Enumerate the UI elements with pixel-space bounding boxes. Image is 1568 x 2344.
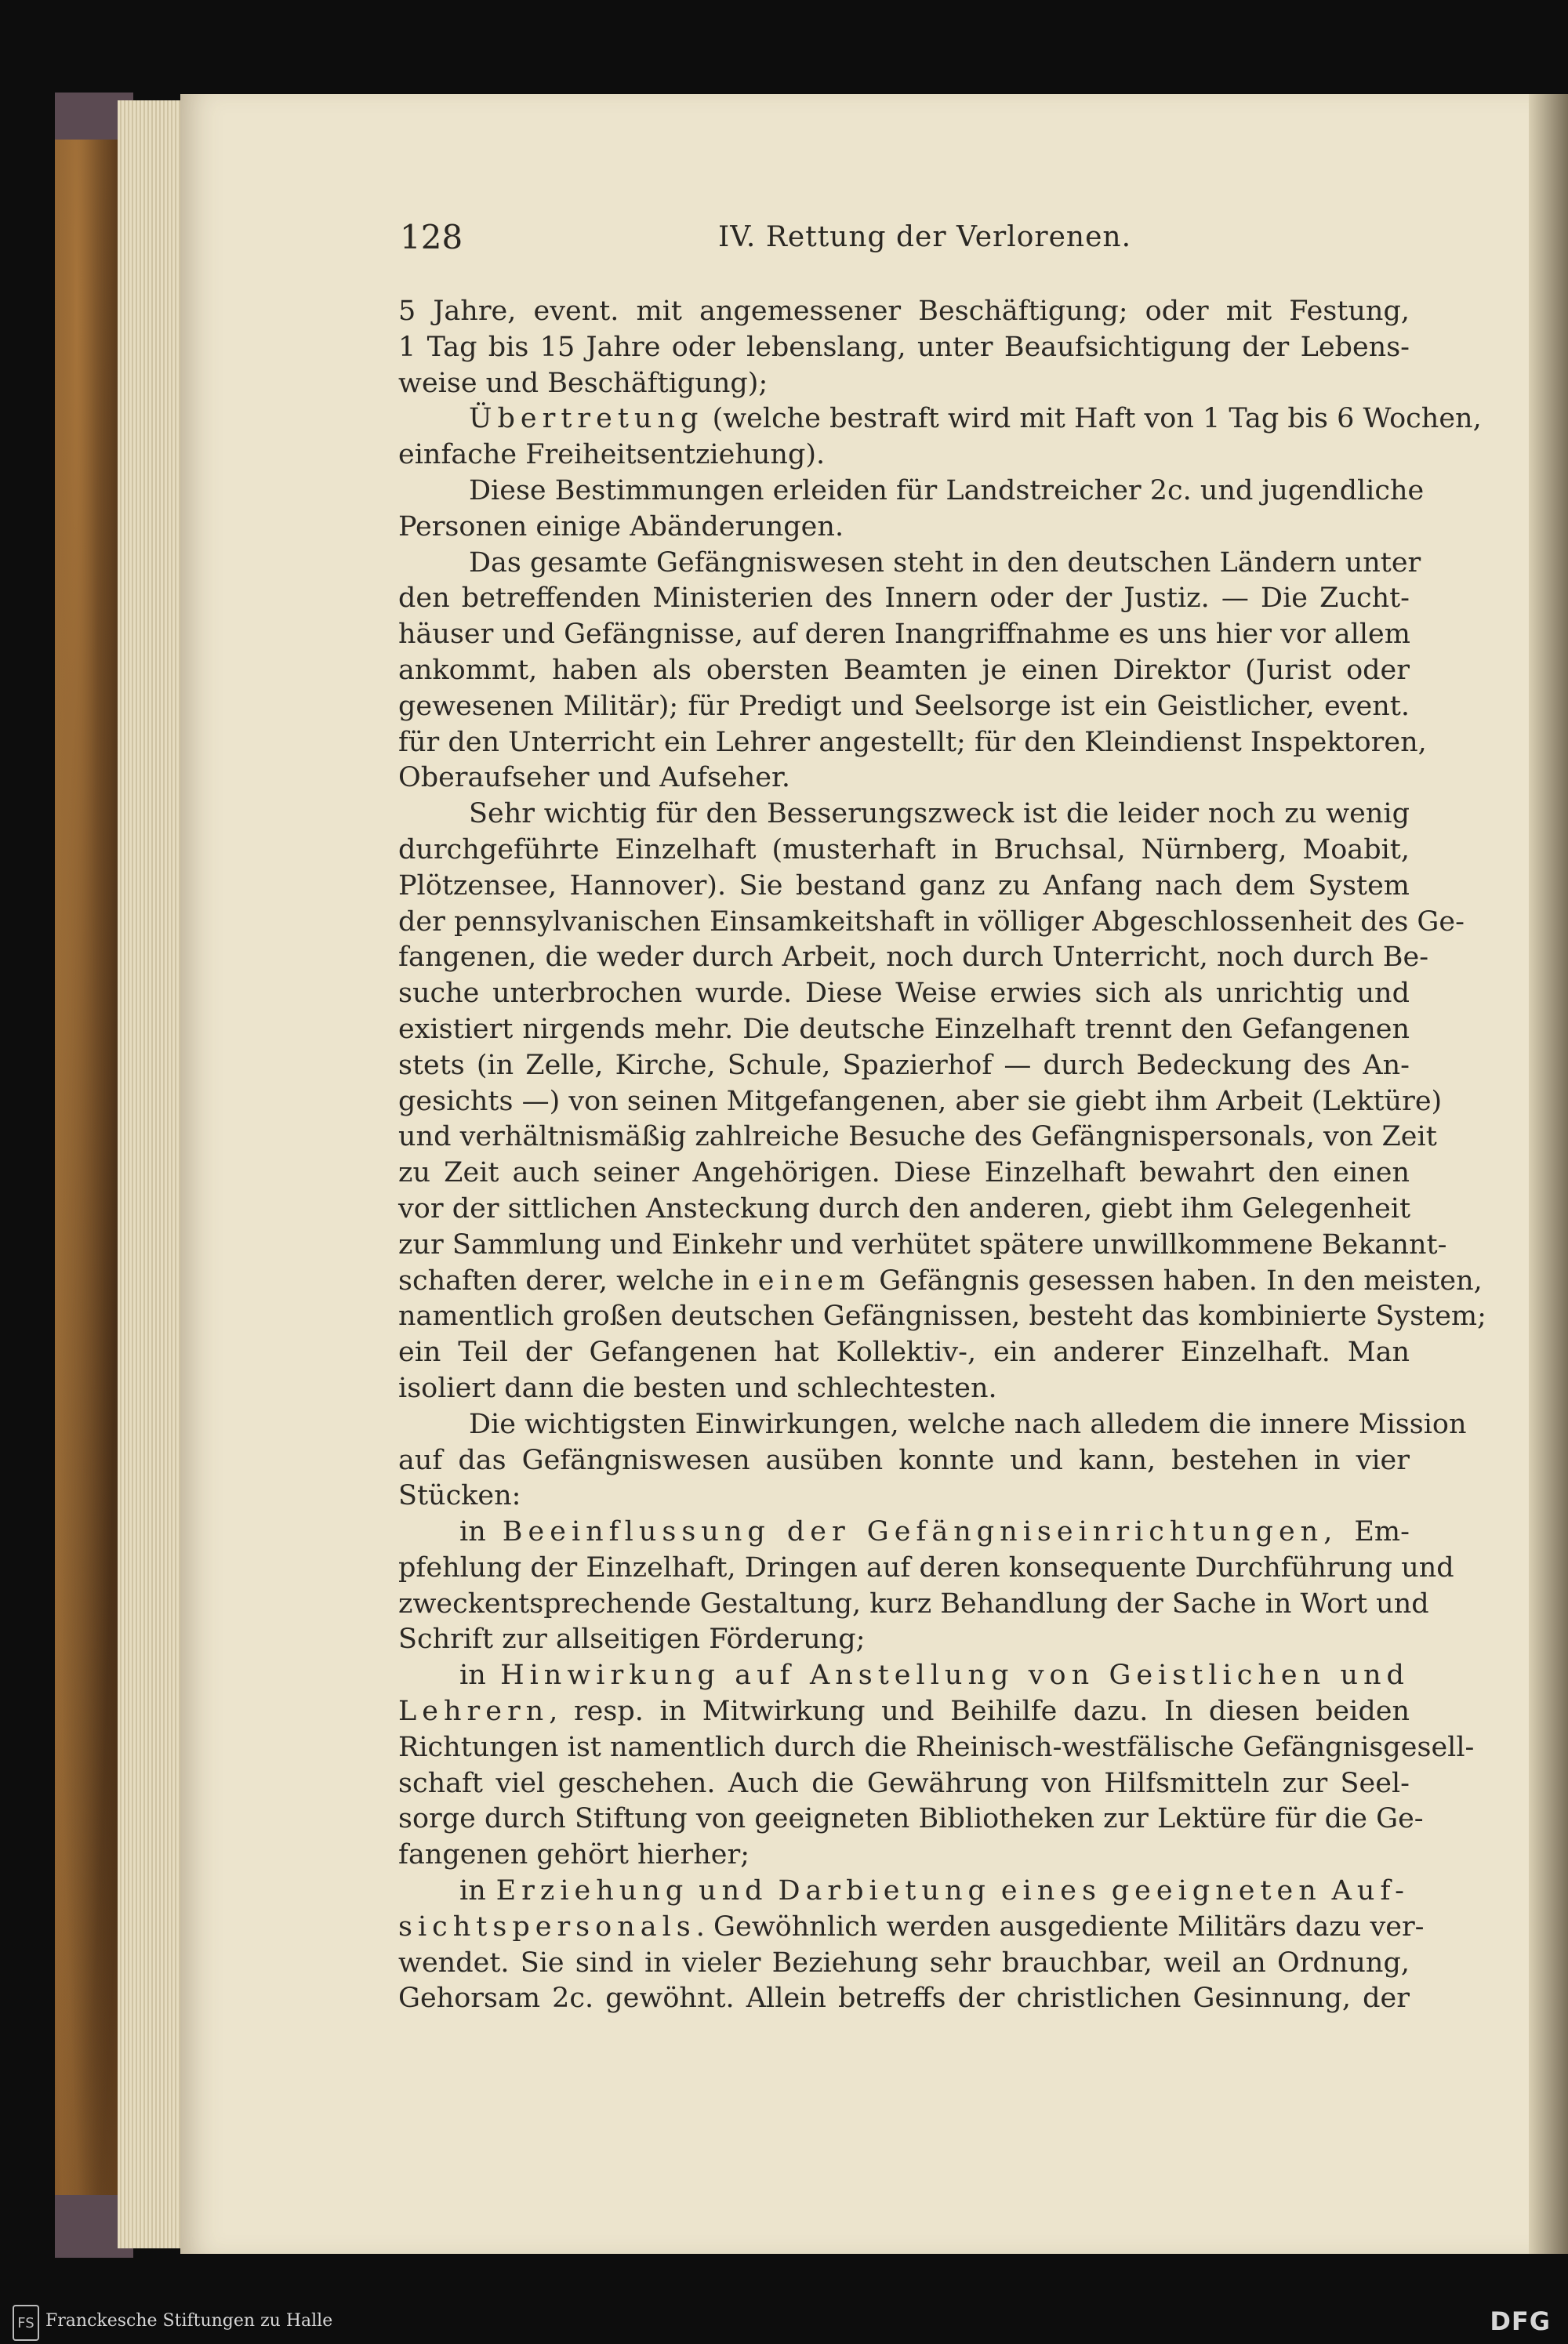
text-line: einfache Freiheitsentziehung). <box>398 439 826 471</box>
text-line <box>398 1874 1410 1910</box>
text-fragment: der <box>786 1516 851 1548</box>
text-fragment: . Gewöhnlich werden ausgediente Militärs dazu ver- <box>695 1910 1425 1943</box>
text-line: ankommt, haben als obersten Beamten je einen Direktor (Jurist oder <box>398 654 1410 686</box>
text-fragment: in <box>459 1516 486 1548</box>
facing-page-edge <box>1529 94 1568 2254</box>
text-line: zu Zeit auch seiner Angehörigen. Diese Einzelhaft bewahrt den einen <box>398 1157 1410 1189</box>
text-fragment: auf <box>735 1660 796 1692</box>
text-fragment: von <box>1028 1660 1095 1692</box>
text-line: gesichts —) von seinen Mitgefangenen, aber sie giebt ihm Arbeit (Lektüre) <box>398 1085 1443 1117</box>
text-line: Richtungen ist namentlich durch die Rheinisch-westfälische Gefängnisgesell- <box>398 1731 1475 1763</box>
emphasized-term: Hinwirkung <box>500 1660 720 1692</box>
text-line: namentlich großen deutschen Gefängnissen, besteht das kombinierte System; <box>398 1301 1486 1333</box>
text-line: und verhältnismäßig zahlreiche Besuche des Gefängnispersonals, von Zeit <box>398 1121 1437 1153</box>
text-line: für den Unterricht ein Lehrer angestellt; für den Kleindienst Inspektoren, <box>398 726 1427 758</box>
emphasized-term: sichtspersonals <box>398 1910 696 1943</box>
text-line: Personen einige Abänderungen. <box>398 510 844 542</box>
running-title: IV. Rettung der Verlorenen. <box>718 221 1132 253</box>
emphasized-term: einem <box>757 1265 871 1297</box>
text-line: durchgeführte Einzelhaft (musterhaft in Bruchsal, Nürnberg, Moabit, <box>398 833 1410 865</box>
text-line <box>398 1658 1410 1694</box>
text-line: fangenen gehört hierher; <box>398 1839 750 1871</box>
text-line: sorge durch Stiftung von geeigneten Bibliotheken zur Lektüre für die Ge- <box>398 1803 1424 1835</box>
text-fragment: in <box>459 1875 486 1907</box>
text-line: 1 Tag bis 15 Jahre oder lebenslang, unter Beaufsichtigung der Lebens- <box>398 331 1410 363</box>
text-line: Sehr wichtig für den Besserungszweck ist die leider noch zu wenig <box>469 798 1410 830</box>
page-number: 128 <box>400 218 463 256</box>
text-line: ein Teil der Gefangenen hat Kollektiv-, ein anderer Einzelhaft. Man <box>398 1337 1410 1369</box>
emphasized-term: Erziehung <box>495 1875 689 1907</box>
text-line: 5 Jahre, event. mit angemessener Beschäftigung; oder mit Festung, <box>398 296 1410 327</box>
institution-label: Franckesche Stiftungen zu Halle <box>45 2311 333 2331</box>
page-header <box>400 218 1407 265</box>
emphasized-term: Geistlichen <box>1109 1660 1327 1692</box>
text-line: Die wichtigsten Einwirkungen, welche nach alledem die innere Mission <box>469 1408 1467 1440</box>
text-line: Plötzensee, Hannover). Sie bestand ganz zu Anfang nach dem System <box>398 869 1410 902</box>
text-line: zweckentsprechende Gestaltung, kurz Behandlung der Sache in Wort und <box>398 1587 1429 1620</box>
text-line: Stücken: <box>398 1480 521 1512</box>
text-line: existiert nirgends mehr. Die deutsche Einzelhaft trennt den Gefangenen <box>398 1013 1410 1045</box>
text-fragment: Em- <box>1354 1516 1410 1548</box>
emphasized-term: Beeinflussung <box>502 1516 771 1548</box>
text-line: suche unterbrochen wurde. Diese Weise erwies sich als unrichtig und <box>398 978 1410 1010</box>
text-line <box>398 1694 1410 1730</box>
text-fragment: Gefängnis gesessen haben. In den meisten, <box>879 1265 1483 1297</box>
text-fragment: , resp. in Mitwirkung und Beihilfe dazu. In diesen beiden <box>549 1696 1410 1728</box>
emphasized-term: Lehrern <box>398 1696 550 1728</box>
text-fragment: eines <box>1000 1875 1102 1907</box>
text-line: schaft viel geschehen. Auch die Gewährung von Hilfsmitteln zur Seel- <box>398 1767 1410 1799</box>
text-line: Diese Bestimmungen erleiden für Landstreicher 2c. und jugendliche <box>469 474 1425 506</box>
text-line: der pennsylvanischen Einsamkeitshaft in völliger Abgeschlossenheit des Ge- <box>398 905 1465 938</box>
text-line: auf das Gefängniswesen ausüben konnte und kann, bestehen in vier <box>398 1444 1410 1476</box>
text-line: Schrift zur allseitigen Förderung; <box>398 1624 866 1656</box>
emphasized-term: Anstellung <box>809 1660 1014 1692</box>
text-line: fangenen, die weder durch Arbeit, noch durch Unterricht, noch durch Be- <box>398 942 1429 974</box>
page-edges <box>118 100 188 2248</box>
text-line: den betreffenden Ministerien des Innern oder der Justiz. — Die Zucht- <box>398 582 1410 615</box>
text-line: häuser und Gefängnisse, auf deren Inangriffnahme es uns hier vor allem <box>398 619 1410 651</box>
text-line: vor der sittlichen Ansteckung durch den anderen, giebt ihm Gelegenheit <box>398 1192 1411 1225</box>
text-line: Oberaufseher und Aufseher. <box>398 762 791 794</box>
emphasized-term: Darbietung <box>778 1875 991 1907</box>
emphasized-term: Gefängniseinrichtungen, <box>866 1516 1338 1548</box>
text-line <box>398 1910 1425 1946</box>
text-line: stets (in Zelle, Kirche, Schule, Spazierhof — durch Bedeckung des An- <box>398 1049 1410 1081</box>
dfg-logo: DFG <box>1490 2306 1551 2336</box>
text-line: isoliert dann die besten und schlechtesten. <box>398 1372 997 1404</box>
footer-bar <box>0 2299 1568 2344</box>
text-fragment: und <box>699 1875 768 1907</box>
text-fragment: Auf- <box>1331 1875 1410 1907</box>
text-line: zur Sammlung und Einkehr und verhütet spätere unwillkommene Bekannt- <box>398 1228 1447 1261</box>
marbled-book-cover <box>55 93 127 2256</box>
text-line: pfehlung der Einzelhaft, Dringen auf deren konsequente Durchführung und <box>398 1551 1454 1584</box>
text-line <box>398 401 1482 437</box>
text-fragment: und <box>1340 1660 1410 1692</box>
text-line: Gehorsam 2c. gewöhnt. Allein betreffs der christlichen Gesinnung, der <box>398 1983 1410 2015</box>
text-line <box>398 1515 1410 1551</box>
emphasized-term: Übertretung <box>469 403 704 435</box>
text-line: weise und Beschäftigung); <box>398 367 768 399</box>
institution-logo-icon: FS <box>13 2305 39 2341</box>
text-line <box>398 1264 1483 1300</box>
text-fragment: schaften derer, welche in <box>398 1265 750 1297</box>
text-line: Das gesamte Gefängniswesen steht in den deutschen Ländern unter <box>469 546 1421 579</box>
text-line: wendet. Sie sind in vieler Beziehung sehr brauchbar, weil an Ordnung, <box>398 1947 1410 1979</box>
text-fragment: in <box>459 1660 486 1692</box>
text-fragment: (welche bestraft wird <box>712 403 1011 435</box>
body-text <box>398 294 1486 2017</box>
text-fragment: mit Haft von 1 Tag bis 6 Wochen, <box>1019 403 1482 435</box>
text-fragment: geeigneten <box>1111 1875 1322 1907</box>
text-line: gewesenen Militär); für Predigt und Seelsorge ist ein Geistlicher, event. <box>398 690 1410 722</box>
